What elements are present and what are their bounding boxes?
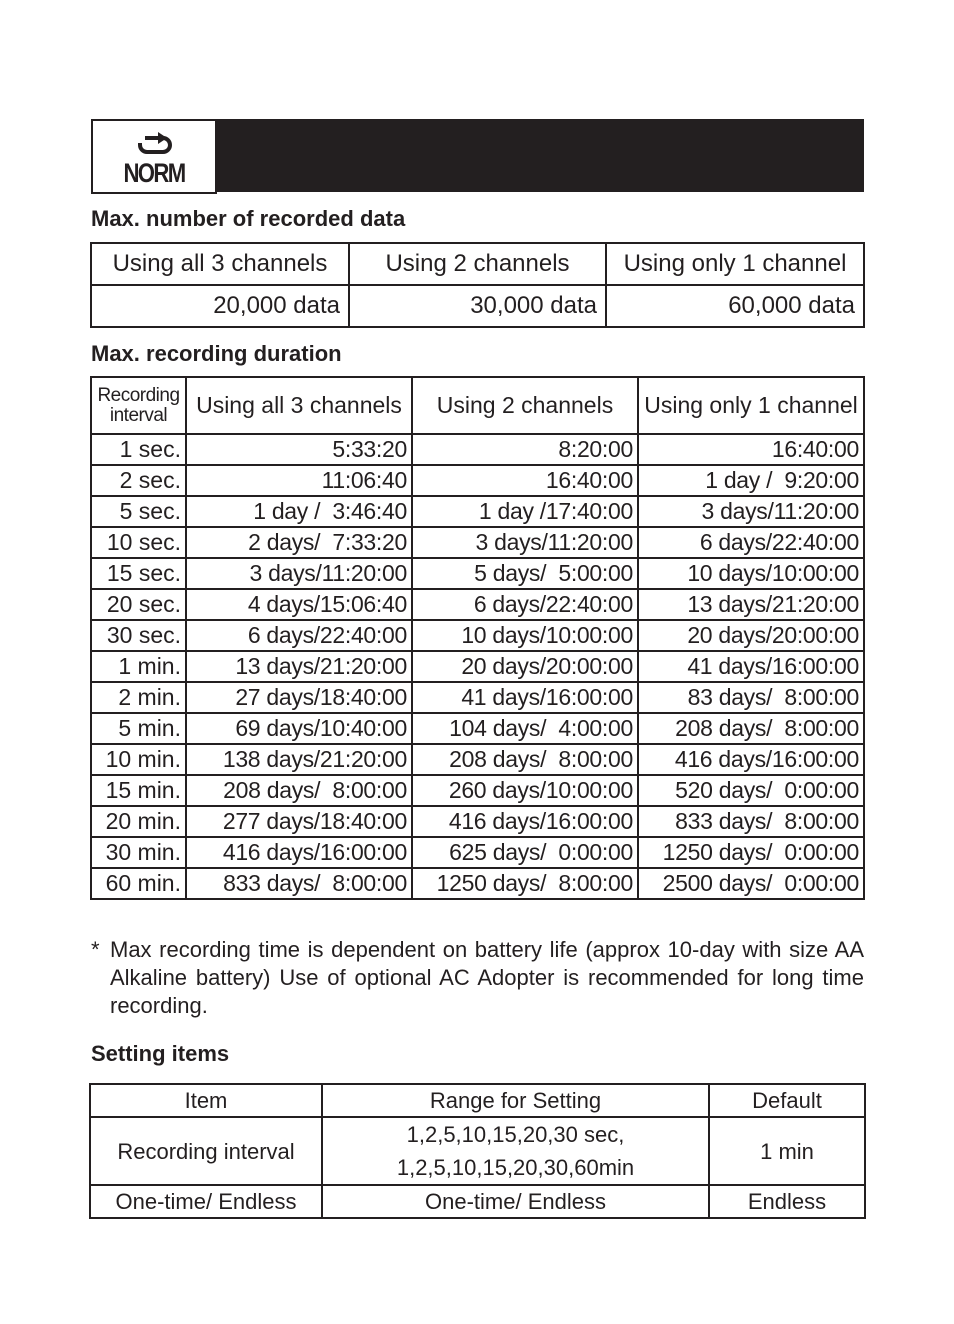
duration-cell: 833 days/ 8:00:00: [638, 806, 864, 837]
recording-interval-header: [91, 377, 186, 434]
duration-cell: 41 days/16:00:00: [638, 651, 864, 682]
interval-cell: 2 min.: [91, 682, 186, 713]
duration-cell: 83 days/ 8:00:00: [638, 682, 864, 713]
duration-cell: 10 days/10:00:00: [638, 558, 864, 589]
interval-cell: 5 min.: [91, 713, 186, 744]
duration-cell: 104 days/ 4:00:00: [412, 713, 638, 744]
interval-cell: 10 min.: [91, 744, 186, 775]
table-row: [91, 682, 864, 713]
setting-range: One-time/ Endless: [322, 1185, 709, 1218]
settings-heading: Setting items: [91, 1041, 230, 1066]
table-row: [91, 868, 864, 899]
table-row: [91, 837, 864, 868]
column-header: Item: [90, 1084, 322, 1117]
table-row: [90, 1117, 865, 1185]
setting-default: 1 min: [709, 1117, 865, 1185]
table-cell: 60,000 data: [606, 285, 864, 327]
setting-item: Recording interval: [90, 1117, 322, 1185]
range-line: 1,2,5,10,15,20,30 sec,: [406, 1122, 625, 1147]
duration-cell: 13 days/21:20:00: [638, 589, 864, 620]
duration-cell: 6 days/22:40:00: [186, 620, 412, 651]
footnote-marker: *: [91, 937, 100, 962]
interval-cell: 20 min.: [91, 806, 186, 837]
table-row: [91, 651, 864, 682]
column-header: Using 2 channels: [412, 377, 638, 434]
duration-cell: 20 days/20:00:00: [412, 651, 638, 682]
interval-cell: 15 min.: [91, 775, 186, 806]
duration-cell: 208 days/ 8:00:00: [186, 775, 412, 806]
column-header: Using only 1 channel: [638, 377, 864, 434]
footnote-text: Max recording time is dependent on battery life (approx 10-day with size AA Alkaline battery) Use of optional AC Adopter is recommended for long time recording.: [110, 937, 864, 1018]
duration-cell: 208 days/ 8:00:00: [638, 713, 864, 744]
duration-cell: 16:40:00: [412, 465, 638, 496]
duration-cell: 11:06:40: [186, 465, 412, 496]
duration-cell: 20 days/20:00:00: [638, 620, 864, 651]
setting-items-table: [89, 1083, 866, 1219]
duration-table-body: [91, 434, 864, 899]
duration-cell: 3 days/11:20:00: [186, 558, 412, 589]
duration-cell: 1 day / 3:46:40: [186, 496, 412, 527]
duration-cell: 3 days/11:20:00: [638, 496, 864, 527]
duration-cell: 3 days/11:20:00: [412, 527, 638, 558]
duration-cell: 1250 days/ 8:00:00: [412, 868, 638, 899]
duration-cell: 625 days/ 0:00:00: [412, 837, 638, 868]
interval-cell: 5 sec.: [91, 496, 186, 527]
table-row: [91, 713, 864, 744]
interval-cell: 15 sec.: [91, 558, 186, 589]
duration-cell: 833 days/ 8:00:00: [186, 868, 412, 899]
duration-cell: 13 days/21:20:00: [186, 651, 412, 682]
duration-cell: 416 days/16:00:00: [412, 806, 638, 837]
setting-default: Endless: [709, 1185, 865, 1218]
table-row: [91, 558, 864, 589]
duration-cell: 1 day /17:40:00: [412, 496, 638, 527]
duration-cell: 6 days/22:40:00: [638, 527, 864, 558]
column-header: Using all 3 channels: [186, 377, 412, 434]
duration-cell: 69 days/10:40:00: [186, 713, 412, 744]
column-header: Range for Setting: [322, 1084, 709, 1117]
duration-cell: 2500 days/ 0:00:00: [638, 868, 864, 899]
column-header: Using 2 channels: [349, 243, 606, 285]
interval-cell: 30 min.: [91, 837, 186, 868]
duration-cell: 416 days/16:00:00: [638, 744, 864, 775]
duration-cell: 27 days/18:40:00: [186, 682, 412, 713]
table-row: [91, 775, 864, 806]
duration-cell: 2 days/ 7:33:20: [186, 527, 412, 558]
max-data-heading: Max. number of recorded data: [91, 206, 406, 231]
interval-cell: 60 min.: [91, 868, 186, 899]
interval-cell: 2 sec.: [91, 465, 186, 496]
duration-cell: 41 days/16:00:00: [412, 682, 638, 713]
table-row: [91, 806, 864, 837]
duration-cell: 1 day / 9:20:00: [638, 465, 864, 496]
setting-range: [322, 1117, 709, 1185]
duration-cell: 208 days/ 8:00:00: [412, 744, 638, 775]
max-data-table: [90, 242, 865, 328]
table-row: [91, 496, 864, 527]
setting-item: One-time/ Endless: [90, 1185, 322, 1218]
range-line: 1,2,5,10,15,20,30,60min: [396, 1155, 635, 1180]
header-line: interval: [109, 404, 168, 426]
table-row: [91, 620, 864, 651]
table-row: [91, 434, 864, 465]
duration-cell: 6 days/22:40:00: [412, 589, 638, 620]
table-row: [91, 465, 864, 496]
interval-cell: 30 sec.: [91, 620, 186, 651]
duration-cell: 5 days/ 5:00:00: [412, 558, 638, 589]
duration-cell: 1250 days/ 0:00:00: [638, 837, 864, 868]
table-header-row: [90, 1084, 865, 1117]
duration-cell: 10 days/10:00:00: [412, 620, 638, 651]
duration-cell: 8:20:00: [412, 434, 638, 465]
table-cell: 30,000 data: [349, 285, 606, 327]
table-row: [91, 744, 864, 775]
interval-cell: 1 sec.: [91, 434, 186, 465]
duration-cell: 16:40:00: [638, 434, 864, 465]
duration-cell: 520 days/ 0:00:00: [638, 775, 864, 806]
mode-label: NORM: [123, 158, 185, 188]
interval-cell: 1 min.: [91, 651, 186, 682]
table-row: [90, 1185, 865, 1218]
column-header: Using only 1 channel: [606, 243, 864, 285]
recording-duration-table: [90, 376, 865, 900]
table-row: [91, 589, 864, 620]
duration-cell: 138 days/21:20:00: [186, 744, 412, 775]
table-header-row: [91, 377, 864, 434]
norm-mode-badge: [91, 119, 217, 194]
table-cell: 20,000 data: [91, 285, 349, 327]
column-header: Default: [709, 1084, 865, 1117]
table-row: [91, 285, 864, 327]
column-header: Using all 3 channels: [91, 243, 349, 285]
interval-cell: 20 sec.: [91, 589, 186, 620]
table-row: [91, 527, 864, 558]
duration-cell: 277 days/18:40:00: [186, 806, 412, 837]
duration-cell: 5:33:20: [186, 434, 412, 465]
duration-cell: 416 days/16:00:00: [186, 837, 412, 868]
repeat-arrow-icon: [135, 126, 175, 158]
table-header-row: [91, 243, 864, 285]
interval-cell: 10 sec.: [91, 527, 186, 558]
duration-cell: 260 days/10:00:00: [412, 775, 638, 806]
header-line: Recording: [97, 384, 180, 406]
duration-cell: 4 days/15:06:40: [186, 589, 412, 620]
duration-heading: Max. recording duration: [91, 341, 342, 366]
